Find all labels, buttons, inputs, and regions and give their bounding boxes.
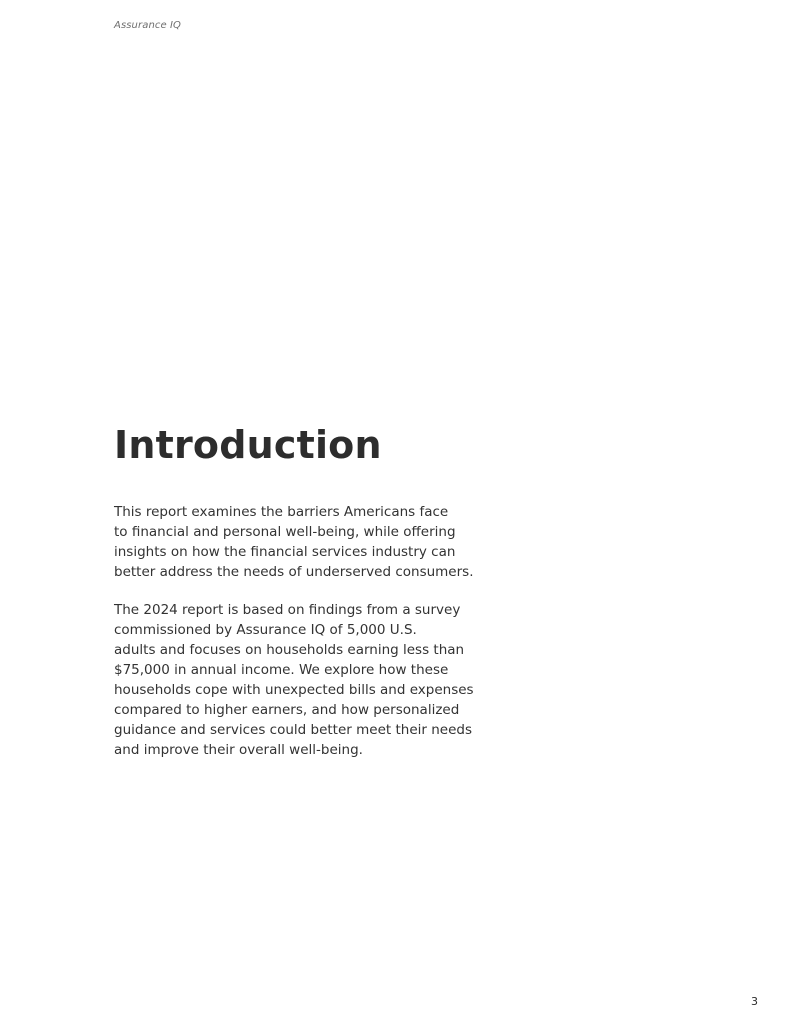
intro-paragraph-1: [114, 502, 484, 582]
page-number: 3: [751, 995, 758, 1008]
page-title: Introduction: [114, 423, 382, 467]
paragraph-line: guidance and services could better meet their needs: [114, 722, 472, 738]
paragraph-line: commissioned by Assurance IQ of 5,000 U.S.: [114, 622, 417, 638]
main-content: [114, 422, 484, 760]
paragraph-line: The 2024 report is based on findings from a survey: [114, 602, 461, 618]
paragraph-line: compared to higher earners, and how personalized: [114, 702, 460, 718]
paragraph-line: to financial and personal well-being, while offering: [114, 524, 456, 540]
intro-paragraph-2: [114, 600, 484, 760]
paragraph-line: better address the needs of underserved consumers.: [114, 564, 474, 580]
running-header-brand: Assurance IQ: [114, 20, 182, 31]
paragraph-line: This report examines the barriers Americans face: [114, 504, 449, 520]
paragraph-line: households cope with unexpected bills and expenses: [114, 682, 474, 698]
paragraph-line: and improve their overall well-being.: [114, 742, 363, 758]
paragraph-line: insights on how the financial services industry can: [114, 544, 456, 560]
paragraph-line: adults and focuses on households earning less than: [114, 642, 465, 658]
paragraph-line: $75,000 in annual income. We explore how these: [114, 662, 449, 678]
